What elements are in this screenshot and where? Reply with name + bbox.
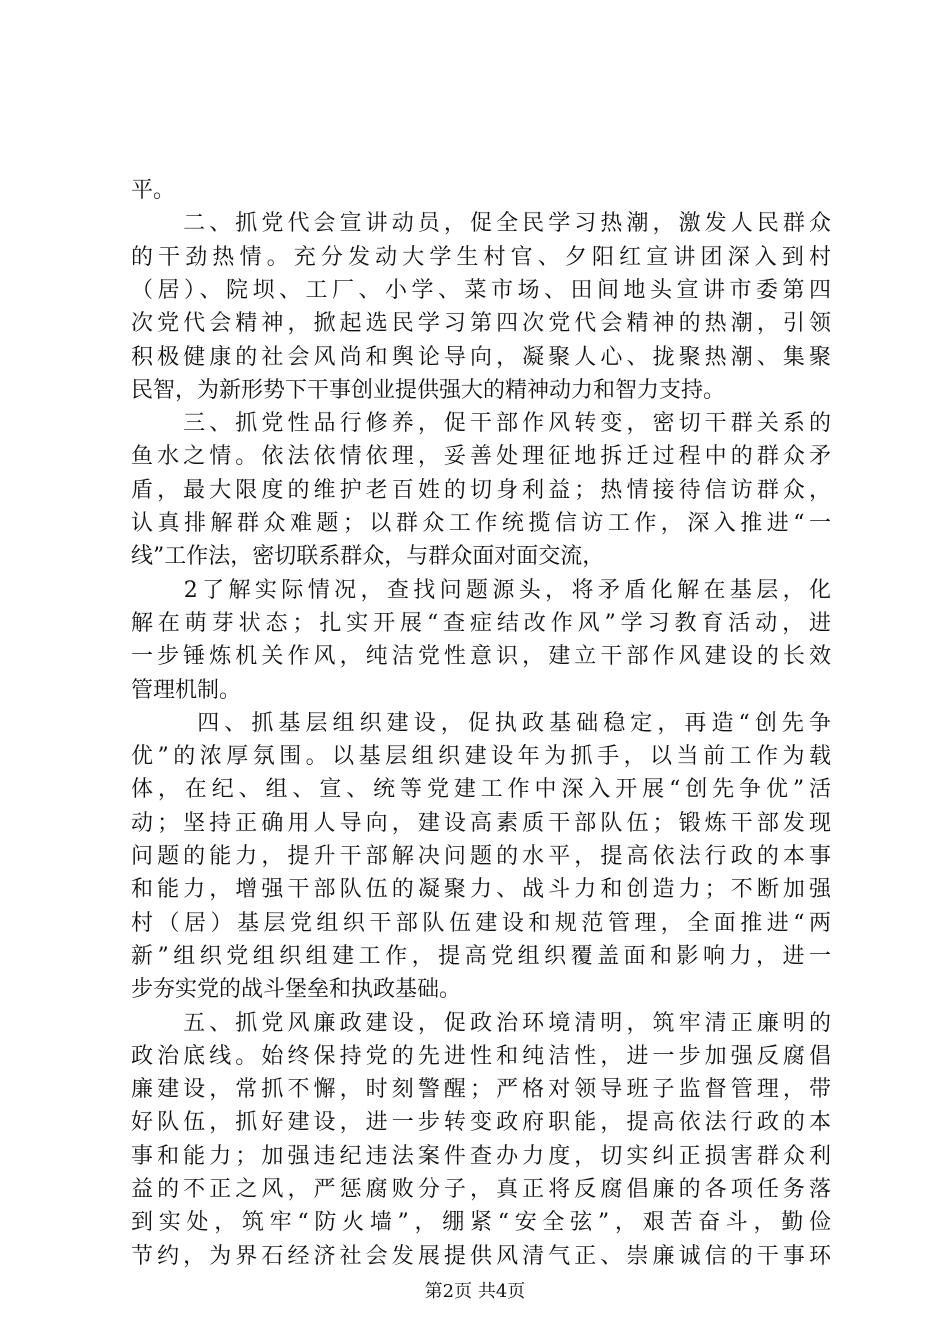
text-line: 民智，为新形势下干事创业提供强大的精神动力和智力支持。 <box>131 377 726 403</box>
text-line: 步夯实党的战斗堡垒和执政基础。 <box>131 977 462 1003</box>
text-line: 认真排解群众难题；以群众工作统揽信访工作，深入推进“一 <box>131 511 831 536</box>
text-line: 平。 <box>131 178 176 203</box>
text-line: 管理机制。 <box>131 677 242 703</box>
text-line: 鱼水之情。依法依情依理，妥善处理征地拆迁过程中的群众矛 <box>131 444 831 470</box>
text-line: 动；坚持正确用人导向，建设高素质干部队伍；锻炼干部发现 <box>131 810 831 836</box>
text-line: 问题的能力，提升干部解决问题的水平，提高依法行政的本事 <box>131 844 831 869</box>
text-line: 的干劲热情。充分发动大学生村官、夕阳红宣讲团深入到村 <box>131 244 831 270</box>
text-line: 优”的浓厚氛围。以基层组织建设年为抓手，以当前工作为载 <box>131 744 831 770</box>
text-line: 三、抓党性品行修养，促干部作风转变，密切干群关系的 <box>131 411 831 437</box>
text-line: 线”工作法，密切联系群众，与群众面对面交流， <box>131 544 605 570</box>
text-line: 二、抓党代会宣讲动员，促全民学习热潮，激发人民群众 <box>131 211 831 237</box>
text-line: 2了解实际情况，查找问题源头，将矛盾化解在基层，化 <box>131 577 831 603</box>
text-line: 一步锤炼机关作风，纯洁党性意识，建立干部作风建设的长效 <box>131 644 831 670</box>
text-line: 益的不正之风，严惩腐败分子，真正将反腐倡廉的各项任务落 <box>131 1177 831 1202</box>
text-line: 好队伍，抓好建设，进一步转变政府职能，提高依法行政的本 <box>131 1110 831 1136</box>
text-line: 廉建设，常抓不懈，时刻警醒；严格对领导班子监督管理，带 <box>131 1077 831 1103</box>
text-line: 体，在纪、组、宣、统等党建工作中深入开展“创先争优”活 <box>131 777 831 803</box>
text-line: 次党代会精神，掀起选民学习第四次党代会精神的热潮，引领 <box>131 311 831 337</box>
text-line: 政治底线。始终保持党的先进性和纯洁性，进一步加强反腐倡 <box>131 1043 831 1069</box>
text-line: 积极健康的社会风尚和舆论导向，凝聚人心、拢聚热潮、集聚 <box>131 344 831 370</box>
text-line: 新”组织党组织组建工作，提高党组织覆盖面和影响力，进一 <box>131 943 831 969</box>
text-line: 村（居）基层党组织干部队伍建设和规范管理，全面推进“两 <box>131 910 831 936</box>
text-line: 节约，为界石经济社会发展提供风清气正、崇廉诚信的干事环 <box>131 1243 831 1269</box>
text-line: （居）、院坝、工厂、小学、菜市场、田间地头宣讲市委第四 <box>131 277 831 303</box>
text-line: 盾，最大限度的维护老百姓的切身利益；热情接待信访群众， <box>131 477 831 503</box>
text-line: 事和能力；加强违纪违法案件查办力度，切实纠正损害群众利 <box>131 1143 831 1169</box>
text-line: 解在萌芽状态；扎实开展“查症结改作风”学习教育活动，进 <box>131 610 831 636</box>
page-footer: 第2页 共4页 <box>424 1281 526 1302</box>
text-line: 五、抓党风廉政建设，促政治环境清明，筑牢清正廉明的 <box>131 1010 831 1036</box>
text-line: 和能力，增强干部队伍的凝聚力、战斗力和创造力；不断加强 <box>131 877 831 903</box>
text-line: 到实处，筑牢“防火墙”，绷紧“安全弦”，艰苦奋斗，勤俭 <box>131 1210 831 1236</box>
text-line: 四、抓基层组织建设，促执政基础稳定，再造“创先争 <box>131 710 831 736</box>
